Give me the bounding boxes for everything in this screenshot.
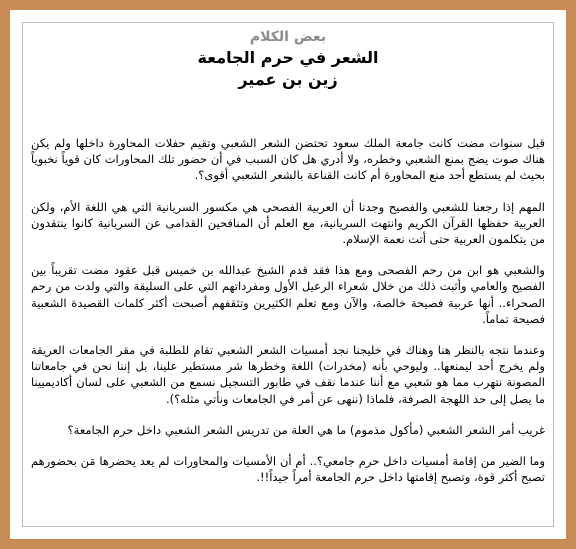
article-header (23, 27, 553, 91)
paragraph-4: وعندما نتجه بالنظر هنا وهناك في خليجنا نجد أمسيات الشعر الشعبي تقام للطلبة في مقر الجامعات العريقة ولم يخرج أحد ليمنعها.. وليوحي بأنه (مخدرات) اللغة وخطرها شر مستطير علينا، بل إننا نحن في جامعاتنا المصونة نتهرب مما هو شعبي مع أننا عندما نقف في طابور التسجيل نسمع من الشعبي على لسان أكاديميينا ما يصل إلى حد اللهجة الصرفة، فلماذا (ننهى عن أمر في الجامعات ونأتي مثله؟). (31, 343, 545, 406)
paragraph-2: المهم إذا رجعنا للشعبي والفصيح وجدنا أن العربية الفصحى هي مكسور السريانية التي هي اللغة الأم، ولكن العربية حفظها القرآن الكريم وانتهت السريانية، مع العلم أن المنافحين القدامى عن السريانية كانوا ينتقدون من يتكلمون العربية حتى أتت نعمة الإسلام. (31, 199, 545, 247)
paragraph-3: والشعبي هو ابن من رحم الفصحى ومع هذا فقد قدم الشيخ عبدالله بن خميس قبل عقود مضت تقريباً بين الفصيح والعامي وأثبت ذلك من خلال شعراء الرعيل الأول ومفرداتهم التي على السليقة والتي ولدت من رحم الصحراء.. أنها عربية فصيحة خالصة، والآن ومع تعلم الكثيرين وتثقفهم أصبحت أكثر كلمات القصيدة الشعبية فصيحة تماماً. (31, 263, 545, 326)
article-body (31, 135, 545, 500)
article-box (22, 22, 554, 527)
paragraph-6: وما الضير من إقامة أمسيات داخل حرم جامعي؟.. أم أن الأمسيات والمحاورات لم يعد يحضرها مَن بحضورهم تصبح أكثر قوة، وتصبح إقامتها داخل حرم الجامعة أمراً جيداً!!. (31, 454, 545, 485)
paragraph-1: قبل سنوات مضت كانت جامعة الملك سعود تحتضن الشعر الشعبي وتقيم حفلات المحاورة داخلها ولم يكن هناك صوت يضج بمنع الشعبي وخطره، ولا أدري هل كان السبب في أن حضور تلك المحاورات كان قوياً نخبوياً بحيث لم يستطع أحد منع المحاورة أم كانت القناعة بالشعر الشعبي أقوى؟. (31, 136, 545, 183)
author-name: زين بن عمير (238, 70, 338, 89)
paragraph-5: غريب أمر الشعر الشعبي (مأكول مذموم) ما هي العلة من تدريس الشعر الشعبي داخل حرم الجامعة؟ (67, 422, 545, 437)
column-name: بعض الكلام (249, 29, 327, 45)
article-title: الشعر في حرم الجامعة (197, 48, 379, 67)
